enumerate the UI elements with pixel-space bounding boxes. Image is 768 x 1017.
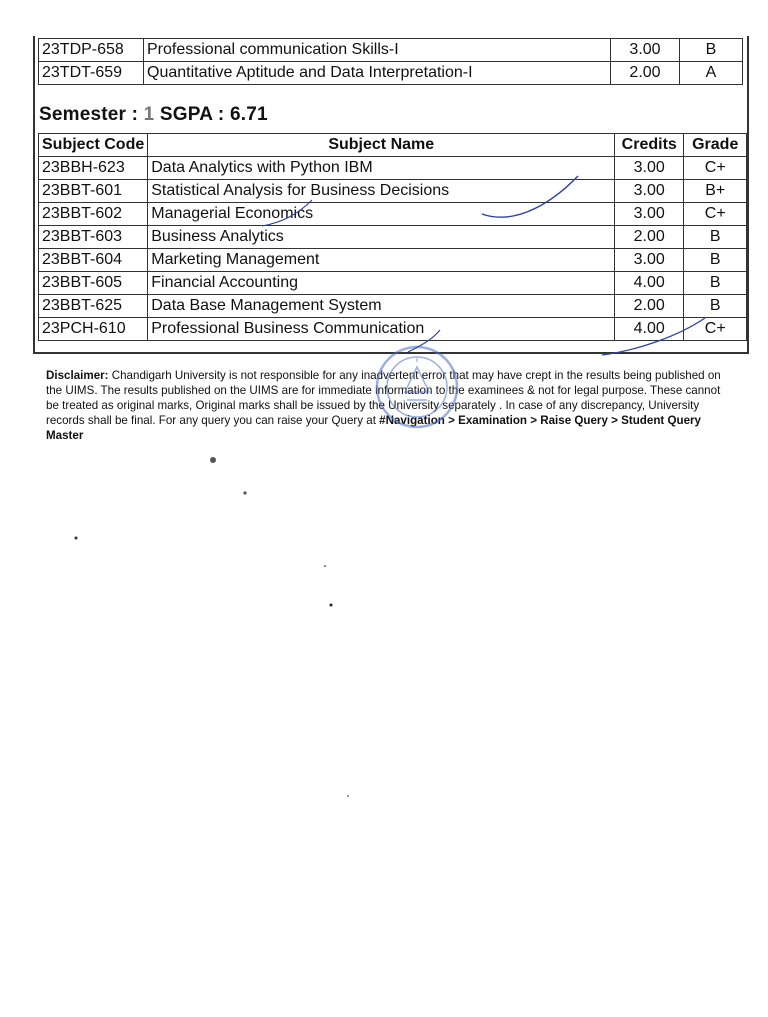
semester-number: 1 [143,104,155,125]
credits-cell: 2.00 [611,62,680,85]
university-stamp-icon [372,342,462,432]
credits-cell: 2.00 [615,295,684,318]
table-row [39,226,747,249]
table-row [39,272,747,295]
subject-name-cell: Data Base Management System [148,295,615,318]
grade-cell: B [684,272,747,295]
credits-cell: 2.00 [615,226,684,249]
subject-code-cell: 23BBT-601 [39,180,148,203]
grade-cell: C+ [684,318,747,341]
disclaimer-body: Chandigarh University is not responsible for any inadvertent error that may have crept in the results being published on the UIMS. The results published on the UIMS are for immediate information to the examinees & not for legal purpose. These cannot be treated as original marks, Original marks shall be issued by the University separately . In case of any discrepancy, University records shall be final. For any query you can raise your Query at [46,369,721,427]
subject-code-cell: 23BBT-625 [39,295,148,318]
credits-cell: 4.00 [615,272,684,295]
subject-name-cell: Managerial Economics [148,203,615,226]
subject-name-cell: Professional communication Skills-I [144,39,611,62]
subject-name-cell: Marketing Management [148,249,615,272]
subject-name-cell: Statistical Analysis for Business Decisions [148,180,615,203]
grade-cell: C+ [684,157,747,180]
table-row [39,39,743,62]
grade-cell: B [684,249,747,272]
subject-code-cell: 23TDT-659 [39,62,144,85]
table-header-row [39,134,747,157]
credits-cell: 3.00 [615,157,684,180]
speck-mark [75,537,78,540]
subject-code-cell: 23PCH-610 [39,318,148,341]
subject-name-cell: Financial Accounting [148,272,615,295]
subject-name-cell: Business Analytics [148,226,615,249]
subject-name-cell: Data Analytics with Python IBM [148,157,615,180]
subject-code-cell: 23BBT-605 [39,272,148,295]
subject-name-cell: Professional Business Communication [148,318,615,341]
grade-cell: B+ [684,180,747,203]
header-subject-name: Subject Name [148,134,615,157]
subject-code-cell: 23BBT-603 [39,226,148,249]
subject-code-cell: 23TDP-658 [39,39,144,62]
semester-results-table [38,133,747,341]
grade-cell: B [684,226,747,249]
speck-mark [330,604,333,607]
speck-mark [210,457,216,463]
credits-cell: 3.00 [615,249,684,272]
grade-cell: A [680,62,743,85]
subject-code-cell: 23BBT-604 [39,249,148,272]
credits-cell: 3.00 [615,203,684,226]
speck-mark [324,565,326,567]
previous-subjects-table [38,38,743,85]
semester-label: Semester : [39,104,139,125]
speck-mark [243,491,246,494]
subject-code-cell: 23BBT-602 [39,203,148,226]
table-row [39,295,747,318]
header-credits: Credits [615,134,684,157]
subject-code-cell: 23BBH-623 [39,157,148,180]
table-row [39,180,747,203]
grade-cell: C+ [684,203,747,226]
table-row [39,157,747,180]
semester-heading [39,104,268,126]
disclaimer-label: Disclaimer: [46,369,109,382]
header-subject-code: Subject Code [39,134,148,157]
speck-mark [347,795,349,797]
subject-name-cell: Quantitative Aptitude and Data Interpretation-I [144,62,611,85]
table-row [39,62,743,85]
table-row [39,318,747,341]
grade-cell: B [684,295,747,318]
query-path: #Navigation > Examination > Raise Query > Student Query Master [46,414,701,442]
sgpa-value: 6.71 [229,104,268,125]
table-row [39,249,747,272]
credits-cell: 4.00 [615,318,684,341]
credits-cell: 3.00 [611,39,680,62]
table-row [39,203,747,226]
grade-cell: B [680,39,743,62]
header-grade: Grade [684,134,747,157]
sgpa-label: SGPA : [159,104,225,125]
credits-cell: 3.00 [615,180,684,203]
